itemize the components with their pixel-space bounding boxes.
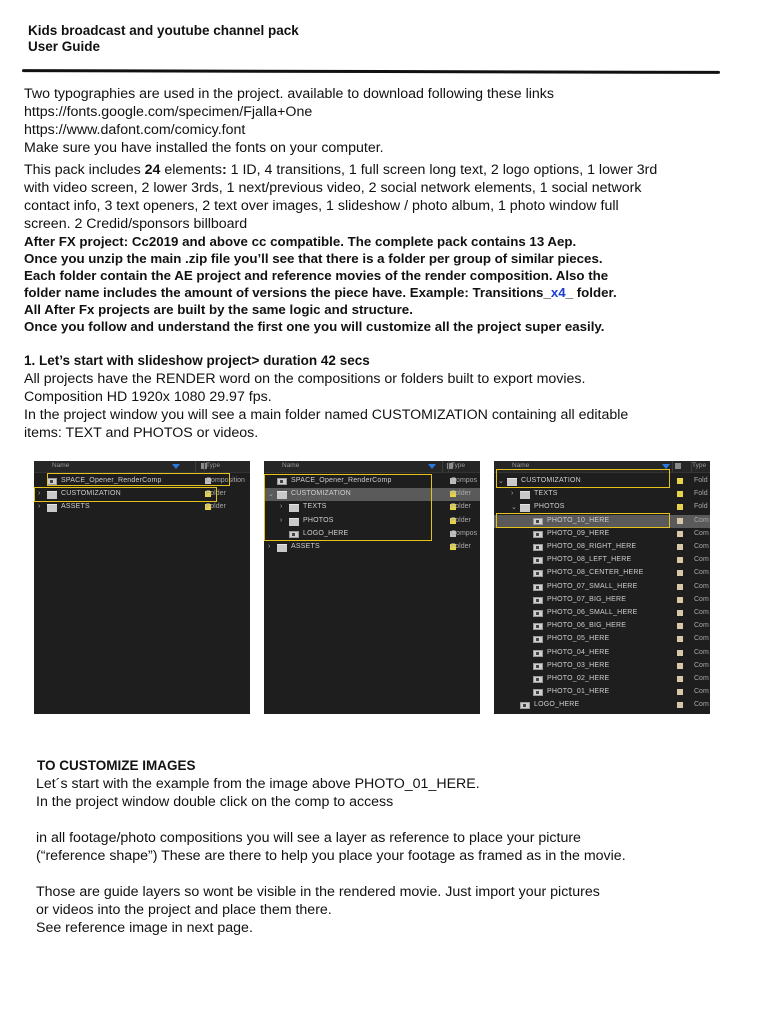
ae-versions-count: x4	[550, 285, 566, 300]
project-item-type: Com	[694, 675, 709, 682]
column-type-header[interactable]: Type	[206, 462, 221, 469]
customize-heading: TO CUSTOMIZE IMAGES	[37, 758, 196, 773]
label-column-icon[interactable]	[675, 463, 681, 469]
document-subtitle: User Guide	[28, 39, 101, 54]
project-item-name: LOGO_HERE	[303, 529, 349, 537]
label-color-swatch[interactable]	[677, 531, 683, 537]
composition-icon	[533, 584, 543, 591]
project-item-name: SPACE_Opener_RenderComp	[61, 477, 162, 484]
composition-icon	[520, 702, 530, 709]
includes-line: with video screen, 2 lower 3rds, 1 next/previous video, 2 social network elements, 1 social network	[24, 180, 642, 196]
composition-icon	[533, 544, 543, 551]
slideshow-section	[24, 352, 764, 442]
customize-line: in all footage/photo compositions you will see a layer as reference to place your picture	[36, 830, 581, 846]
label-color-swatch[interactable]	[677, 623, 683, 629]
ae-line4-post: _ folder.	[565, 285, 617, 300]
slideshow-line: All projects have the RENDER word on the compositions or folders built to export movies.	[24, 371, 586, 387]
project-item-name: PHOTO_06_BIG_HERE	[547, 622, 627, 630]
highlight-box	[496, 513, 670, 528]
composition-icon	[533, 531, 543, 538]
project-item-name: CUSTOMIZATION	[521, 477, 581, 484]
project-item-type: Compos	[451, 529, 478, 537]
project-item-row[interactable]	[494, 699, 710, 712]
header-divider	[22, 69, 720, 74]
project-item-type: Com	[694, 516, 709, 524]
customize-line: Let´s start with the example from the image above PHOTO_01_HERE.	[36, 776, 480, 792]
project-item-type: Folder	[451, 516, 471, 524]
ae-line4-pre: folder name includes the amount of versions the piece have. Example: Transitions_	[24, 285, 551, 300]
highlight-box	[496, 469, 670, 488]
project-item-name: PHOTO_04_HERE	[547, 648, 610, 656]
column-type-header[interactable]: Type	[692, 462, 707, 469]
document-header	[28, 23, 299, 55]
highlight-box	[47, 473, 230, 486]
project-item-name: ASSETS	[61, 503, 90, 511]
project-item-name: TEXTS	[303, 503, 327, 511]
slideshow-line: In the project window you will see a main folder named CUSTOMIZATION containing all editable	[24, 407, 629, 423]
customize-section	[24, 757, 764, 937]
label-color-swatch[interactable]	[677, 689, 683, 695]
highlight-box	[264, 474, 432, 541]
project-item-name: CUSTOMIZATION	[61, 490, 121, 498]
composition-icon	[533, 636, 543, 643]
project-item-name: PHOTOS	[534, 503, 565, 511]
column-divider	[448, 461, 449, 472]
ae-line: Each folder contain the AE project and reference movies of the render composition. Also the	[24, 268, 609, 283]
project-panel-3	[494, 461, 710, 714]
intro-paragraph	[24, 85, 764, 157]
project-item-name: PHOTO_08_LEFT_HERE	[547, 556, 632, 564]
project-item-type: Com	[694, 582, 709, 590]
customize-line: In the project window double click on the comp to access	[36, 794, 394, 810]
composition-icon	[533, 610, 543, 617]
project-item-name: ASSETS	[291, 543, 320, 550]
project-item-name: PHOTO_03_HERE	[547, 661, 610, 669]
expand-right-icon[interactable]: ›	[280, 503, 283, 511]
project-item-type: Com	[694, 556, 709, 564]
project-item-type: Com	[694, 622, 709, 630]
column-name-header[interactable]: Name	[52, 462, 70, 469]
project-item-row[interactable]	[34, 501, 250, 514]
project-item-row[interactable]	[494, 607, 710, 620]
customize-line: Those are guide layers so wont be visible in the rendered movie. Just import your pictures	[36, 884, 600, 900]
label-color-swatch[interactable]	[677, 676, 683, 682]
project-item-name: TEXTS	[534, 490, 558, 498]
project-item-type: Com	[694, 688, 709, 696]
folder-icon	[277, 544, 287, 552]
slideshow-line: Composition HD 1920x 1080 29.97 fps.	[24, 389, 272, 405]
project-item-name: PHOTO_09_HERE	[547, 529, 610, 537]
expand-down-icon[interactable]: ⌄	[511, 504, 517, 512]
expand-down-icon[interactable]: ⌄	[268, 491, 274, 499]
spacer	[24, 811, 764, 829]
project-item-row[interactable]	[494, 620, 710, 633]
composition-icon	[533, 663, 543, 670]
label-color-swatch[interactable]	[677, 610, 683, 616]
project-item-type: Fold	[694, 477, 708, 484]
composition-icon	[533, 676, 543, 683]
includes-line: screen. 2 Credid/sponsors billboard	[24, 216, 248, 232]
project-item-name: PHOTO_07_SMALL_HERE	[547, 582, 638, 590]
label-color-swatch[interactable]	[677, 663, 683, 669]
folder-icon	[520, 504, 530, 512]
customize-line: See reference image in next page.	[36, 920, 253, 936]
ae-line: Once you follow and understand the first one you will customize all the project super easily.	[24, 319, 605, 334]
ae-line: After FX project: Cc2019 and above cc compatible. The complete pack contains 13 Aep.	[24, 234, 577, 249]
composition-icon	[533, 623, 543, 630]
expand-right-icon[interactable]: ›	[280, 516, 283, 524]
project-item-name: PHOTOS	[303, 516, 334, 524]
includes-colon: :	[221, 162, 227, 178]
includes-rest: 1 ID, 4 transitions, 1 full screen long text, 2 logo options, 1 lower 3rd	[226, 162, 658, 178]
includes-paragraph	[24, 161, 764, 233]
project-item-row[interactable]	[494, 594, 710, 607]
sort-arrow-icon[interactable]	[172, 464, 180, 469]
slideshow-heading: 1. Let’s start with slideshow project> duration 42 secs	[24, 353, 370, 368]
project-item-row[interactable]	[494, 581, 710, 594]
font-link-fjalla[interactable]: https://fonts.google.com/specimen/Fjalla+One	[24, 104, 313, 120]
label-color-swatch[interactable]	[677, 557, 683, 563]
project-item-name: PHOTO_10_HERE	[547, 516, 610, 524]
project-item-type: Com	[694, 635, 709, 643]
label-color-swatch[interactable]	[677, 650, 683, 656]
project-item-type: Fold	[694, 503, 708, 511]
project-panel-2	[264, 461, 480, 714]
project-item-row[interactable]	[494, 528, 710, 541]
project-item-row[interactable]	[494, 660, 710, 673]
project-item-name: LOGO_HERE	[534, 701, 580, 709]
panel-header	[264, 461, 480, 473]
column-divider	[442, 461, 443, 472]
includes-prefix: This pack includes	[24, 162, 145, 178]
label-color-swatch[interactable]	[677, 518, 683, 524]
label-color-swatch[interactable]	[677, 544, 683, 550]
project-item-name: PHOTO_07_BIG_HERE	[547, 595, 627, 603]
intro-line: Two typographies are used in the project. available to download following these links	[24, 86, 554, 102]
project-item-type: Folder	[206, 503, 226, 511]
expand-down-icon[interactable]: ⌄	[498, 478, 504, 485]
sort-arrow-icon[interactable]	[428, 464, 436, 469]
column-type-header[interactable]: Type	[451, 462, 466, 469]
composition-icon	[533, 557, 543, 564]
project-item-row[interactable]	[494, 673, 710, 686]
ae-line: Once you unzip the main .zip file you’ll see that there is a folder per group of similar pieces.	[24, 251, 603, 266]
project-item-type: Folder	[451, 543, 471, 550]
column-name-header[interactable]: Name	[282, 462, 300, 469]
aftereffects-paragraph	[24, 233, 764, 335]
project-item-type: Fold	[694, 490, 708, 498]
project-item-type: Com	[694, 661, 709, 669]
label-color-swatch[interactable]	[677, 491, 683, 497]
project-item-name: SPACE_Opener_RenderComp	[291, 477, 392, 484]
expand-right-icon[interactable]: ›	[511, 490, 514, 498]
label-color-swatch[interactable]	[677, 504, 683, 510]
folder-icon	[520, 491, 530, 499]
project-item-type: Com	[694, 595, 709, 603]
project-item-type: Com	[694, 569, 709, 577]
project-item-type: Com	[694, 543, 709, 550]
project-item-type: Compos	[451, 477, 478, 484]
project-item-type: Folder	[451, 490, 471, 498]
customize-line: or videos into the project and place them there.	[36, 902, 332, 918]
project-item-name: PHOTO_02_HERE	[547, 675, 610, 682]
column-divider	[204, 461, 205, 472]
project-item-row[interactable]	[494, 488, 710, 501]
intro-line: Make sure you have installed the fonts on your computer.	[24, 140, 384, 156]
project-item-row[interactable]	[494, 554, 710, 567]
project-item-row[interactable]	[494, 633, 710, 646]
project-item-type: Folder	[451, 503, 471, 511]
project-item-type: Com	[694, 529, 709, 537]
project-item-type: Com	[694, 648, 709, 656]
document-title: Kids broadcast and youtube channel pack	[28, 23, 299, 38]
label-color-swatch[interactable]	[677, 584, 683, 590]
column-name-header[interactable]: Name	[512, 462, 530, 469]
includes-line	[24, 161, 764, 179]
project-item-name: PHOTO_05_HERE	[547, 635, 610, 643]
composition-icon	[533, 570, 543, 577]
includes-mid: elements	[160, 162, 222, 178]
label-color-swatch[interactable]	[677, 636, 683, 642]
expand-right-icon[interactable]: ›	[38, 490, 41, 498]
slideshow-line: items: TEXT and PHOTOS or videos.	[24, 425, 259, 441]
label-color-swatch[interactable]	[677, 570, 683, 576]
project-item-name: PHOTO_08_CENTER_HERE	[547, 569, 644, 577]
project-item-type: Com	[694, 701, 709, 709]
composition-icon	[533, 597, 543, 604]
project-item-row[interactable]	[264, 541, 480, 554]
ae-line	[24, 284, 764, 301]
project-item-row[interactable]	[494, 541, 710, 554]
includes-count: 24	[144, 162, 161, 178]
column-divider	[195, 461, 196, 472]
spacer	[24, 865, 764, 883]
composition-icon	[533, 689, 543, 696]
customize-line: (“reference shape”) These are there to help you place your footage as framed as in the movie.	[36, 848, 626, 864]
project-item-name: CUSTOMIZATION	[291, 490, 351, 498]
project-item-type: Com	[694, 609, 709, 616]
project-item-row[interactable]	[494, 567, 710, 580]
project-item-type: Folder	[206, 490, 226, 498]
column-divider	[672, 461, 673, 472]
project-item-type: Composition	[206, 477, 245, 484]
label-color-swatch[interactable]	[677, 478, 683, 484]
composition-icon	[533, 650, 543, 657]
expand-right-icon[interactable]: ›	[268, 543, 271, 550]
project-item-row[interactable]	[494, 647, 710, 660]
project-panel-1	[34, 461, 250, 714]
project-item-row[interactable]	[494, 686, 710, 699]
expand-right-icon[interactable]: ›	[38, 503, 41, 511]
font-link-comicy[interactable]: https://www.dafont.com/comicy.font	[24, 122, 246, 138]
includes-line: contact info, 3 text openers, 2 text over images, 1 slideshow / photo album, 1 photo window full	[24, 198, 619, 214]
project-item-name: PHOTO_01_HERE	[547, 688, 610, 696]
ae-line: All After Fx projects are built by the same logic and structure.	[24, 302, 413, 317]
panel-header	[34, 461, 250, 473]
project-item-name: PHOTO_08_RIGHT_HERE	[547, 543, 637, 550]
highlight-box	[34, 487, 217, 502]
label-color-swatch[interactable]	[677, 597, 683, 603]
label-color-swatch[interactable]	[677, 702, 683, 708]
project-item-name: PHOTO_06_SMALL_HERE	[547, 609, 638, 616]
folder-icon	[47, 504, 57, 512]
